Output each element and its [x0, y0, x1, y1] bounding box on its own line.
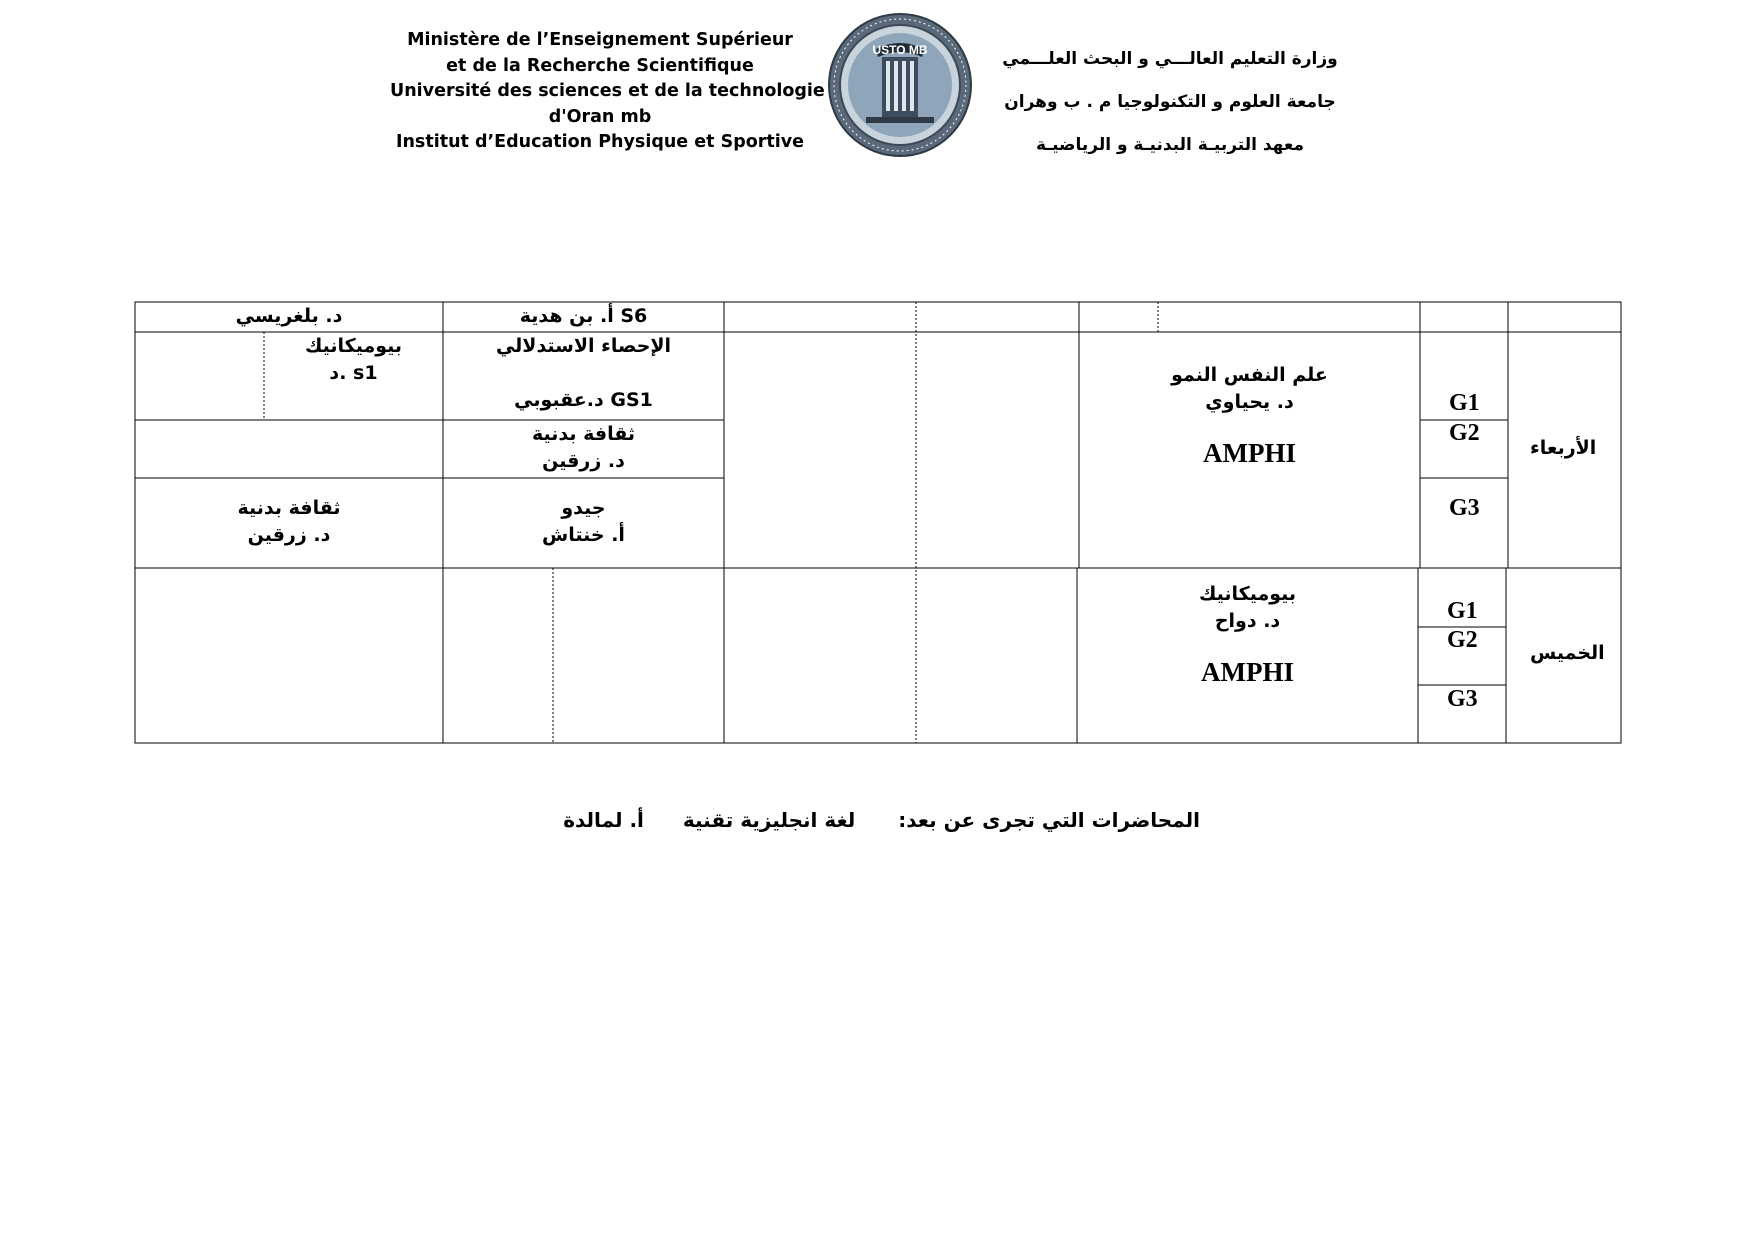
day-label-wednesday: الأربعاء [1530, 437, 1597, 459]
subject: الإحصاء الاستدلالي [495, 335, 672, 357]
remote-lectures-note [560, 808, 1200, 832]
university-logo [826, 11, 974, 159]
subject: بيوميكانيك [304, 335, 403, 357]
judo-cell [443, 495, 724, 549]
teacher: د. s1 [329, 362, 378, 384]
french-header-line: d'Oran mb [548, 106, 652, 127]
room: AMPHI [1201, 657, 1294, 687]
arabic-header-line: معهد التربيـة البدنيـة و الرياضيـة [1035, 135, 1305, 155]
french-header-line: Institut d’Education Physique et Sportive [395, 132, 805, 152]
subject: ثقافة بدنية [237, 497, 341, 519]
group-label: G1 [1447, 598, 1478, 624]
day-label-thursday: الخميس [1530, 642, 1605, 664]
teacher: د. دواح [1214, 610, 1281, 632]
group-label: G2 [1449, 420, 1480, 446]
culture-cell-g3 [135, 495, 443, 549]
teacher: د. يحياوي [1205, 391, 1294, 413]
remote-lectures-teacher: أ. لمالدة [563, 808, 644, 832]
remote-lectures-label: المحاضرات التي تجرى عن بعد: [898, 808, 1200, 832]
teacher: د.عقبوبي GS1 [514, 389, 653, 411]
header-teacher-name: أ. بن هدية S6 [519, 305, 648, 327]
teacher: د. زرقين [247, 524, 331, 546]
arabic-header-line: وزارة التعليم العالـــي و البحث العلـــمي [1002, 49, 1338, 69]
room: AMPHI [1203, 438, 1296, 468]
stats-cell [443, 333, 724, 414]
group-label: G2 [1447, 627, 1478, 653]
biomech-cell [264, 333, 443, 387]
french-header-line: Université des sciences et de la technologie [390, 81, 825, 101]
group-label: G3 [1447, 686, 1478, 712]
teacher: أ. خنتاش [542, 524, 625, 546]
logo-text: USTO MB [872, 43, 928, 57]
subject: بيوميكانيك [1198, 583, 1297, 605]
lecture-cell-wednesday [1079, 362, 1420, 467]
lecture-cell-thursday [1077, 581, 1418, 686]
group-label: G1 [1449, 390, 1480, 416]
arabic-header-line: جامعة العلوم و التكنولوجيا م . ب وهران [1004, 92, 1336, 112]
french-header-line: et de la Recherche Scientifique [446, 55, 754, 76]
header-cell-col2 [443, 303, 724, 331]
subject: ثقافة بدنية [531, 423, 636, 445]
subject: جيدو [561, 497, 606, 519]
subject: علم النفس النمو [1171, 364, 1328, 386]
french-header-line: Ministère de l’Enseignement Supérieur [407, 30, 793, 50]
header-teacher-name: د. بلغريسي [235, 305, 343, 327]
arabic-header [985, 38, 1355, 167]
remote-lectures-subject: لغة انجليزية تقنية [682, 808, 856, 832]
teacher: د. زرقين [542, 450, 625, 472]
french-header [390, 28, 825, 156]
header-cell-col1 [135, 303, 443, 331]
group-label: G3 [1449, 495, 1480, 521]
culture-cell-g2 [443, 421, 724, 475]
